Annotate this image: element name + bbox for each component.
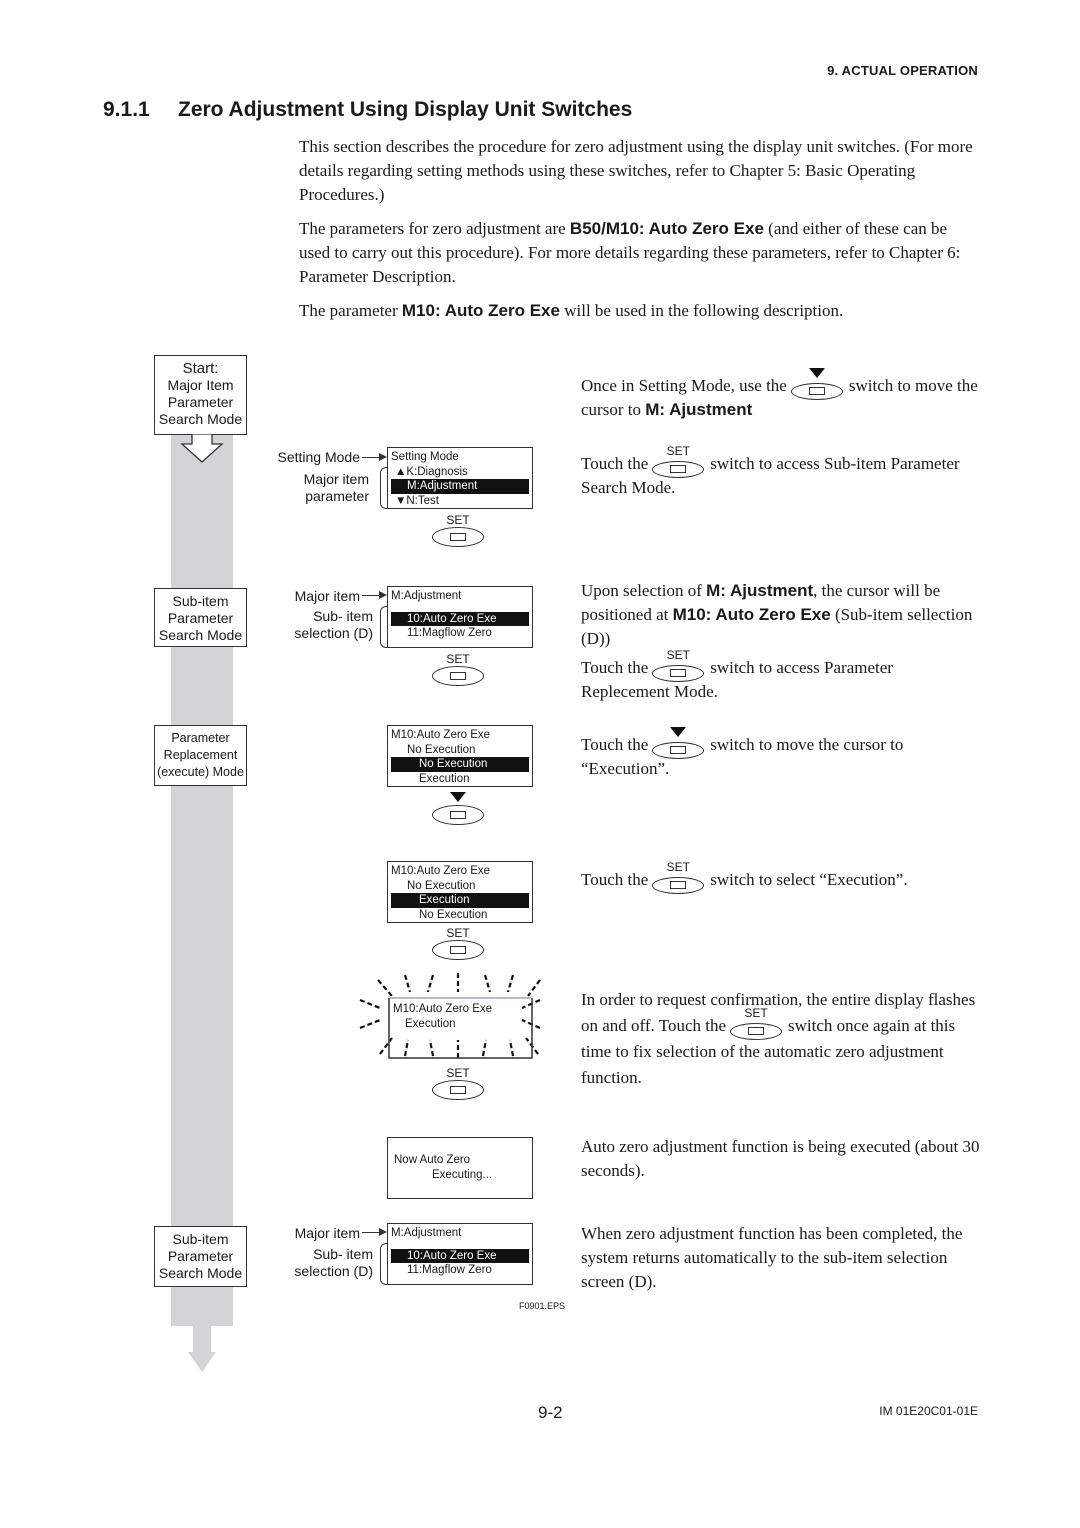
brace — [380, 467, 387, 509]
text: , the cursor will be positioned at — [581, 581, 941, 624]
step-5 — [581, 733, 981, 781]
text: Touch the — [581, 735, 649, 754]
lcd-display-confirm — [393, 1002, 492, 1032]
mode-box-subitem-search — [154, 588, 247, 647]
figure-id: F0901.EPS — [519, 1301, 566, 1311]
step-3 — [581, 579, 981, 651]
label-line: Major item — [303, 471, 369, 487]
lcd-row: No Execution — [407, 743, 476, 756]
label-line: parameter — [305, 488, 369, 504]
lcd-row: M10:Auto Zero Exe — [391, 865, 491, 877]
section-title — [103, 98, 632, 122]
label-major-item-parameter — [270, 471, 369, 505]
text: Touch the — [581, 454, 649, 473]
param-name: M: Ajustment — [706, 581, 814, 600]
lcd-row: M10:Auto Zero Exe — [393, 1003, 493, 1015]
lcd-row: Executing... — [432, 1168, 493, 1181]
step-8: Auto zero adjustment function is being executed (about 30 seconds). — [581, 1137, 980, 1180]
lcd-row-selected: 10:Auto Zero Exe — [391, 612, 529, 627]
step-4 — [581, 648, 981, 704]
mode-line: Parameter — [171, 731, 230, 745]
set-switch-icon: SET — [652, 453, 706, 475]
mode-line: Parameter — [167, 1248, 234, 1264]
label-line: selection (D) — [294, 1263, 373, 1279]
text: Touch the — [581, 658, 649, 677]
down-arrow-outline-icon — [180, 434, 224, 464]
label-line: Sub- item — [313, 1246, 373, 1262]
lcd-row: M:Adjustment — [391, 590, 462, 602]
set-button-icon — [432, 1080, 484, 1100]
mode-line: Sub-item — [172, 1231, 229, 1247]
lcd-row: M:Adjustment — [391, 1227, 462, 1239]
page-number: 9-2 — [538, 1403, 563, 1422]
lcd-display-setting-mode — [387, 447, 533, 509]
set-label: SET — [446, 1066, 470, 1080]
mode-box-parameter-replacement — [154, 725, 247, 786]
lcd-row: ▲K:Diagnosis — [395, 465, 468, 478]
document-id: IM 01E20C01-01E — [879, 1404, 978, 1418]
lcd-row-selected: M:Adjustment — [391, 479, 529, 494]
lcd-display-executing — [387, 1137, 533, 1199]
lcd-row: M10:Auto Zero Exe — [391, 729, 491, 741]
mode-line: Start: — [182, 360, 219, 377]
brace — [380, 1243, 387, 1285]
lcd-row-empty — [391, 604, 529, 612]
text: The parameters for zero adjustment are — [299, 219, 570, 238]
text: will be used in the following description. — [559, 301, 844, 320]
lcd-row-selected: 10:Auto Zero Exe — [391, 1249, 529, 1264]
lcd-row: Execution — [419, 772, 470, 785]
lcd-row: Execution — [405, 1018, 456, 1030]
lcd-row-empty — [391, 1241, 529, 1249]
flow-column — [171, 432, 233, 1325]
text: In order to request confirmation, the entire display flashes on and off. Touch the — [581, 990, 976, 1035]
mode-line: Search Mode — [158, 411, 243, 427]
text: The parameter — [299, 301, 402, 320]
lcd-row-selected: No Execution — [391, 757, 529, 772]
text: switch to access Parameter Replecement Mode. — [581, 658, 893, 701]
mode-line: Parameter — [167, 610, 234, 626]
set-switch-icon: SET — [652, 657, 706, 679]
label-setting-mode: Setting Mode — [277, 449, 360, 465]
param-name: M10: Auto Zero Exe — [401, 301, 560, 320]
down-switch-icon — [791, 375, 845, 397]
pointer-arrow-icon — [379, 1228, 387, 1236]
intro-text — [299, 135, 979, 323]
label-major-item: Major item — [294, 588, 360, 604]
text: (Sub-item sellection (D)) — [581, 605, 973, 648]
set-label: SET — [446, 926, 470, 940]
label-line: Sub- item — [313, 608, 373, 624]
mode-line: Parameter — [167, 394, 234, 410]
mode-line: Search Mode — [158, 1265, 243, 1281]
section-title-text: Zero Adjustment Using Display Unit Switches — [178, 98, 633, 121]
step-7 — [581, 987, 981, 1091]
lcd-display-replacement-2 — [387, 861, 533, 923]
mode-line: Replacement — [163, 748, 238, 762]
mode-box-start — [154, 355, 247, 435]
pointer-arrow-icon — [379, 453, 387, 461]
mode-box-subitem-search-return — [154, 1226, 247, 1287]
step-2 — [581, 444, 981, 500]
mode-line: Search Mode — [158, 627, 243, 643]
flow-end-arrow-icon — [150, 1320, 260, 1380]
lcd-row: No Execution — [407, 879, 476, 892]
set-label: SET — [446, 652, 470, 666]
down-triangle-icon — [450, 792, 466, 802]
set-switch-icon: SET — [652, 869, 706, 891]
lcd-row: 11:Magflow Zero — [407, 1264, 492, 1276]
lcd-row: 11:Magflow Zero — [407, 627, 492, 639]
intro-paragraph-2 — [299, 217, 979, 289]
text: switch to access Sub-item Parameter Search Mode. — [581, 454, 960, 497]
intro-paragraph-3 — [299, 299, 979, 323]
down-switch-icon — [652, 734, 706, 756]
set-label: SET — [446, 513, 470, 527]
intro-paragraph-1: This section describes the procedure for zero adjustment using the display unit switches. (For more details regarding setting methods using these switches, refer to Chapter 5: Basic Operating Procedures.) — [299, 137, 973, 204]
down-button-icon — [432, 805, 484, 825]
text: switch to move the cursor to — [581, 376, 978, 419]
mode-line: Sub-item — [172, 593, 229, 609]
lcd-display-subitem — [387, 586, 533, 648]
pointer-arrow-icon — [379, 591, 387, 599]
pointer-line — [362, 457, 380, 458]
lcd-row: ▼N:Test — [395, 494, 439, 507]
chapter-header: 9. ACTUAL OPERATION — [827, 63, 978, 78]
text: switch once again at this time to fix selection of the automatic zero adjustment function. — [581, 1016, 956, 1087]
label-sub-item-selection — [270, 1246, 373, 1280]
set-button-icon — [432, 940, 484, 960]
lcd-row: Now Auto Zero — [394, 1154, 471, 1166]
step-6 — [581, 860, 981, 892]
set-switch-icon: SET — [730, 1015, 784, 1037]
text: switch to move the cursor to “Execution”. — [581, 735, 904, 778]
text: switch to select “Execution”. — [710, 870, 908, 889]
mode-line: Major Item — [167, 377, 234, 393]
text: (and either of these can be used to carry out this procedure). For more details regarding these parameters, refer to Chapter 6: Parameter Description. — [299, 219, 961, 286]
pointer-line — [362, 1232, 380, 1233]
text: Upon selection of — [581, 581, 707, 600]
pointer-line — [362, 595, 380, 596]
step-1 — [581, 374, 981, 422]
lcd-display-replacement-1 — [387, 725, 533, 787]
param-name: M: Ajustment — [645, 400, 753, 419]
label-major-item: Major item — [294, 1225, 360, 1241]
mode-line: (execute) Mode — [157, 765, 244, 779]
section-number: 9.1.1 — [103, 98, 150, 121]
lcd-row: No Execution — [419, 908, 488, 921]
param-name: M10: Auto Zero Exe — [672, 605, 831, 624]
lcd-row: Setting Mode — [391, 451, 459, 463]
label-sub-item-selection — [270, 608, 373, 642]
step-9: When zero adjustment function has been completed, the system returns automatically to the sub-item selection screen (D). — [581, 1224, 963, 1291]
label-line: selection (D) — [294, 625, 373, 641]
param-name: B50/M10: Auto Zero Exe — [569, 219, 764, 238]
lcd-row-selected: Execution — [391, 893, 529, 908]
set-button-icon — [432, 527, 484, 547]
set-button-icon — [432, 666, 484, 686]
text: Touch the — [581, 870, 649, 889]
text: Once in Setting Mode, use the — [581, 376, 787, 395]
lcd-display-subitem-return — [387, 1223, 533, 1285]
brace — [380, 606, 387, 648]
